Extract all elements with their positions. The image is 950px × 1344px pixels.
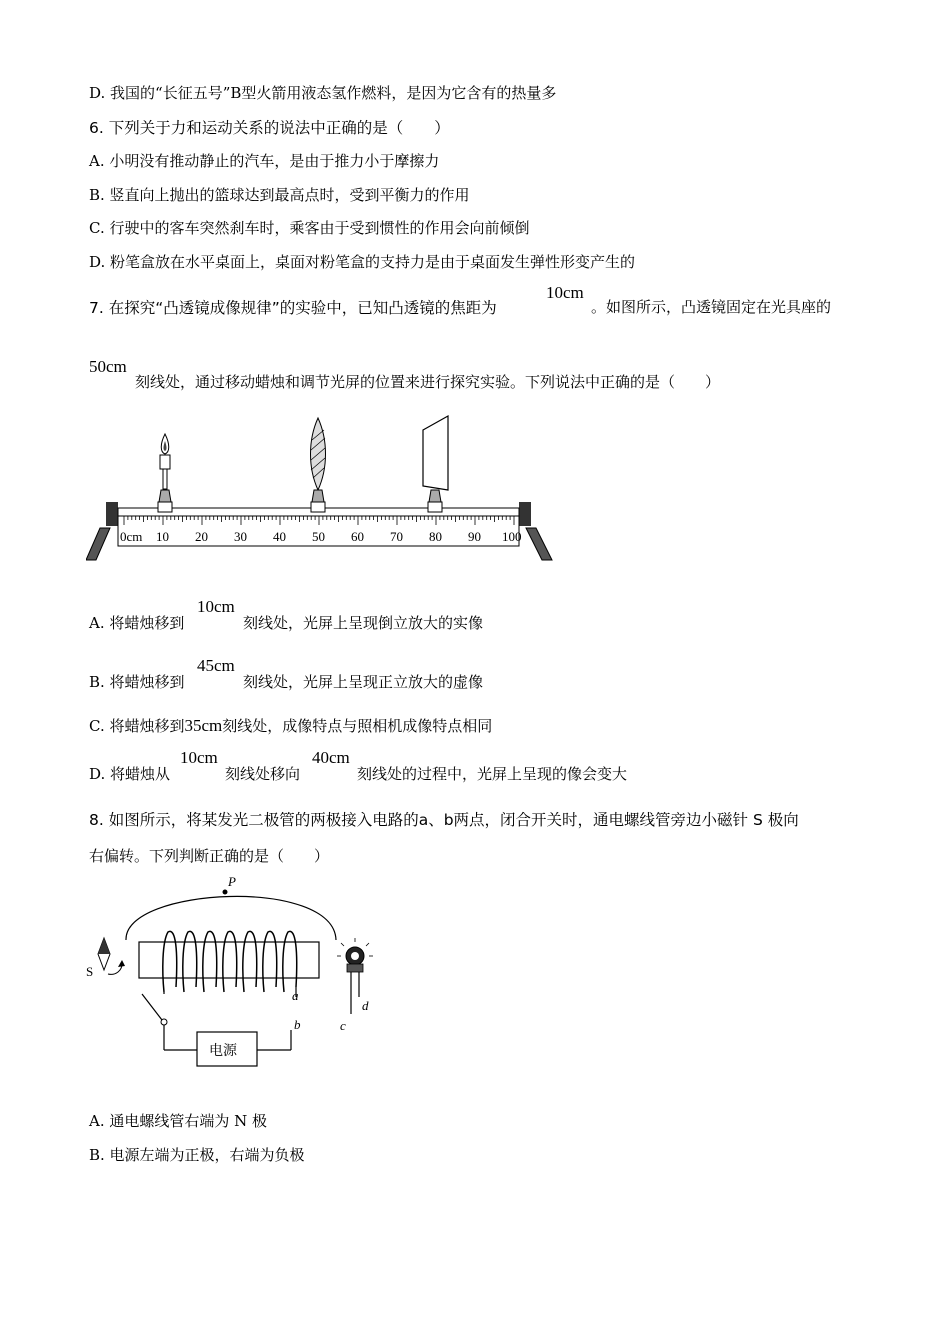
question-8-stem-line2: 右偏转。下列判断正确的是（ ） bbox=[89, 847, 330, 865]
q7-option-b-value: 45cm bbox=[197, 656, 235, 675]
candle-holder bbox=[159, 490, 171, 502]
q7-option-c bbox=[89, 715, 492, 736]
q7-lens-position: 50cm bbox=[89, 357, 127, 376]
solenoid-circuit-figure bbox=[84, 872, 384, 1077]
question-8-stem-line1: 8. 如图所示，将某发光二极管的两极接入电路的a、b两点，闭合开关时，通电螺线管旁边小磁针 S 极向 bbox=[89, 811, 799, 829]
candle-body bbox=[160, 455, 170, 469]
question-7-stem-part2: 。如图所示，凸透镜固定在光具座的 bbox=[591, 298, 832, 316]
label-p: P bbox=[228, 874, 236, 889]
bench-right-leg bbox=[526, 528, 552, 560]
point-p bbox=[223, 890, 228, 895]
q7-option-d-pre: D. 将蜡烛从 bbox=[89, 765, 171, 783]
q7-focal-length: 10cm bbox=[546, 283, 584, 302]
tick-label: 40 bbox=[273, 529, 286, 544]
candle bbox=[158, 434, 172, 512]
q6-option-c: C. 行驶中的客车突然刹车时，乘客由于受到惯性的作用会向前倾倒 bbox=[89, 219, 530, 237]
line-q5-d: D. 我国的“长征五号”B型火箭用液态氢作燃料，是因为它含有的热量多 bbox=[89, 84, 557, 102]
tick-label: 70 bbox=[390, 529, 403, 544]
tick-label: 60 bbox=[351, 529, 364, 544]
wire-arc bbox=[126, 896, 336, 940]
light-screen bbox=[423, 416, 448, 512]
compass-needle bbox=[86, 938, 125, 979]
tick-label: 10 bbox=[156, 529, 169, 544]
solenoid-core bbox=[139, 942, 319, 978]
tick-label: 100 bbox=[502, 529, 522, 544]
screen-panel bbox=[423, 416, 448, 490]
switch-pivot bbox=[161, 1019, 167, 1025]
bench-left-end bbox=[106, 502, 118, 526]
label-s: S bbox=[86, 964, 94, 979]
switch-lever bbox=[142, 994, 162, 1020]
q7-option-b-post: 刻线处，光屏上呈现正立放大的虚像 bbox=[243, 673, 484, 691]
question-7-stem-part3: 刻线处，通过移动蜡烛和调节光屏的位置来进行探究实验。下列说法中正确的是（ ） bbox=[135, 373, 721, 391]
tick-label: 80 bbox=[429, 529, 442, 544]
tick-label: 20 bbox=[195, 529, 208, 544]
q7-option-d-post: 刻线处的过程中，光屏上呈现的像会变大 bbox=[357, 765, 628, 783]
tick-label: 30 bbox=[234, 529, 247, 544]
label-a: a bbox=[292, 988, 299, 1003]
q7-option-a-post: 刻线处，光屏上呈现倒立放大的实像 bbox=[243, 614, 484, 632]
tick-label: 90 bbox=[468, 529, 481, 544]
q6-option-b: B. 竖直向上抛出的篮球达到最高点时，受到平衡力的作用 bbox=[89, 186, 470, 204]
screen-holder bbox=[429, 490, 441, 502]
power-label: 电源 bbox=[209, 1043, 237, 1059]
led bbox=[337, 938, 373, 1033]
tick-label: 50 bbox=[312, 529, 325, 544]
q7-option-c-post: 刻线处，成像特点与照相机成像特点相同 bbox=[222, 717, 493, 735]
bench-left-leg bbox=[86, 528, 110, 560]
q7-option-d-value1: 10cm bbox=[180, 748, 218, 767]
tick-label: 0cm bbox=[120, 529, 143, 544]
question-6-stem: 6. 下列关于力和运动关系的说法中正确的是（ ） bbox=[89, 119, 450, 137]
q7-option-a-value: 10cm bbox=[197, 597, 235, 616]
question-7-stem-part1: 7. 在探究“凸透镜成像规律”的实验中，已知凸透镜的焦距为 bbox=[89, 299, 497, 317]
q7-option-d-mid: 刻线处移向 bbox=[225, 765, 301, 783]
q8-option-a: A. 通电螺线管右端为 N 极 bbox=[89, 1112, 268, 1130]
convex-lens bbox=[311, 418, 326, 512]
bench-right-end bbox=[519, 502, 531, 526]
optical-bench-figure bbox=[86, 410, 556, 565]
q6-option-d: D. 粉笔盒放在水平桌面上，桌面对粉笔盒的支持力是由于桌面发生弹性形变产生的 bbox=[89, 253, 636, 271]
q7-option-c-value: 35cm bbox=[184, 716, 223, 735]
q7-option-d-value2: 40cm bbox=[312, 748, 350, 767]
lens-holder bbox=[312, 490, 324, 502]
q7-option-b-pre: B. 将蜡烛移到 bbox=[89, 673, 185, 691]
q7-option-c-pre: C. 将蜡烛移到 bbox=[89, 717, 185, 735]
q6-option-a: A. 小明没有推动静止的汽车，是由于推力小于摩擦力 bbox=[89, 152, 440, 170]
q8-option-b: B. 电源左端为正极，右端为负极 bbox=[89, 1146, 305, 1164]
label-d: d bbox=[362, 998, 369, 1013]
q7-option-a-pre: A. 将蜡烛移到 bbox=[89, 614, 185, 632]
label-b: b bbox=[294, 1017, 301, 1032]
label-c: c bbox=[340, 1018, 346, 1033]
